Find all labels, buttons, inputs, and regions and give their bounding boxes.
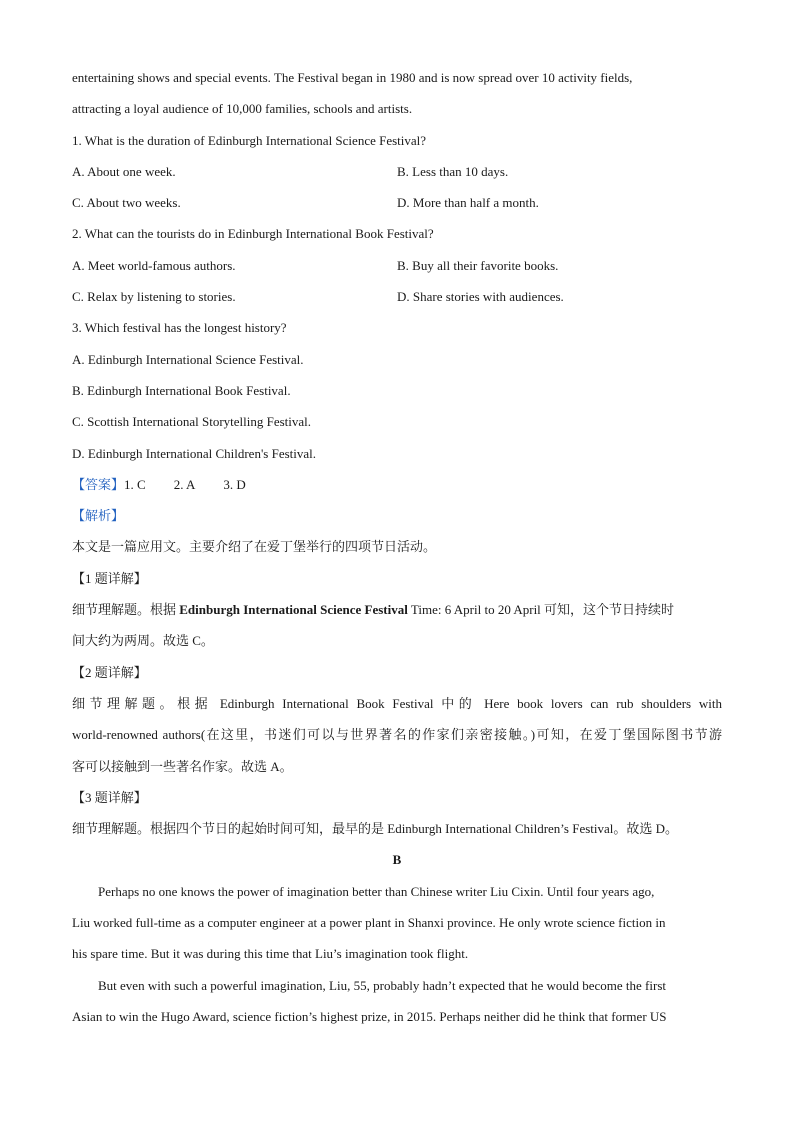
option-row [72,281,722,312]
question-stem: 1. What is the duration of Edinburgh International Science Festival? [72,132,427,148]
option-d: D. Share stories with audiences. [397,289,564,305]
option-b: B. Edinburgh International Book Festival. [72,382,291,398]
option-c: C. Relax by listening to stories. [72,289,236,305]
section-b-heading: B [392,852,402,868]
passage-text-line: entertaining shows and special events. The Festival began in 1980 and is now spread over 10 activity fields, [72,70,633,85]
passage-b-line: Liu worked full-time as a computer engineer at a power plant in Shanxi province. He only wrote science fiction in [72,915,666,931]
option-row [72,187,722,218]
detail-2-text-end: 客可以接触到一些著名作家。故选 A。 [72,758,293,774]
detail-2-text: 细节理解题。根据 Edinburgh International Book Festival 中的 Here book lovers can rub shoulders with [72,695,722,711]
passage-b-line: Asian to win the Hugo Award, science fiction’s highest prize, in 2015. Perhaps neither did he think that former US [72,1008,667,1024]
detail-3-text: 细节理解题。根据四个节日的起始时间可知，最早的是 Edinburgh International Children’s Festival。故选 D。 [72,821,679,837]
passage-b-line: But even with such a powerful imagination, Liu, 55, probably hadn’t expected that he would become the first [98,977,667,993]
option-b: B. Less than 10 days. [397,163,509,179]
option-b: B. Buy all their favorite books. [397,257,559,273]
option-row [72,250,722,281]
option-d: D. Edinburgh International Children's Festival. [72,445,317,461]
detail-2-label: 【2 题详解】 [72,664,147,680]
passage-b-line: Perhaps no one knows the power of imagination better than Chinese writer Liu Cixin. Until four years ago, [98,883,655,899]
option-a: A. About one week. [72,163,176,179]
detail-1-label: 【1 题详解】 [72,570,147,586]
passage-b-line: his spare time. But it was during this time that Liu’s imagination took flight. [72,946,469,962]
analysis-summary: 本文是一篇应用文。主要介绍了在爱丁堡举行的四项节日活动。 [72,539,437,555]
detail-2-text-cont: world-renowned authors(在这里，书迷们可以与世界著名的作家们亲密接触。)可知，在爱丁堡国际图书节游 [72,727,722,743]
passage-text-line: attracting a loyal audience of 10,000 families, schools and artists. [72,101,413,117]
festival-name-bold: Edinburgh International Science Festival [179,602,408,618]
option-d: D. More than half a month. [397,195,539,211]
option-row [72,156,722,187]
answer-3: 3. D [223,476,246,492]
option-a: A. Meet world-famous authors. [72,257,236,273]
question-stem: 3. Which festival has the longest history? [72,320,287,336]
option-c: C. Scottish International Storytelling Festival. [72,414,312,430]
document-page [72,62,722,1032]
analysis-label: 【解析】 [72,508,125,524]
answer-line [72,469,722,500]
detail-1-text: 细节理解题。根据 Edinburgh International Science Festival Time: 6 April to 20 April 可知，这个节日持续时 [72,602,675,618]
option-a: A. Edinburgh International Science Festival. [72,351,304,367]
answer-2: 2. A [173,476,196,492]
answer-1: 1. C [124,476,146,492]
detail-1-text-cont: 间大约为两周。故选 C。 [72,633,214,649]
question-stem: 2. What can the tourists do in Edinburgh International Book Festival? [72,226,434,242]
option-c: C. About two weeks. [72,195,181,211]
detail-3-label: 【3 题详解】 [72,789,147,805]
answer-label: 【答案】 [72,476,125,492]
